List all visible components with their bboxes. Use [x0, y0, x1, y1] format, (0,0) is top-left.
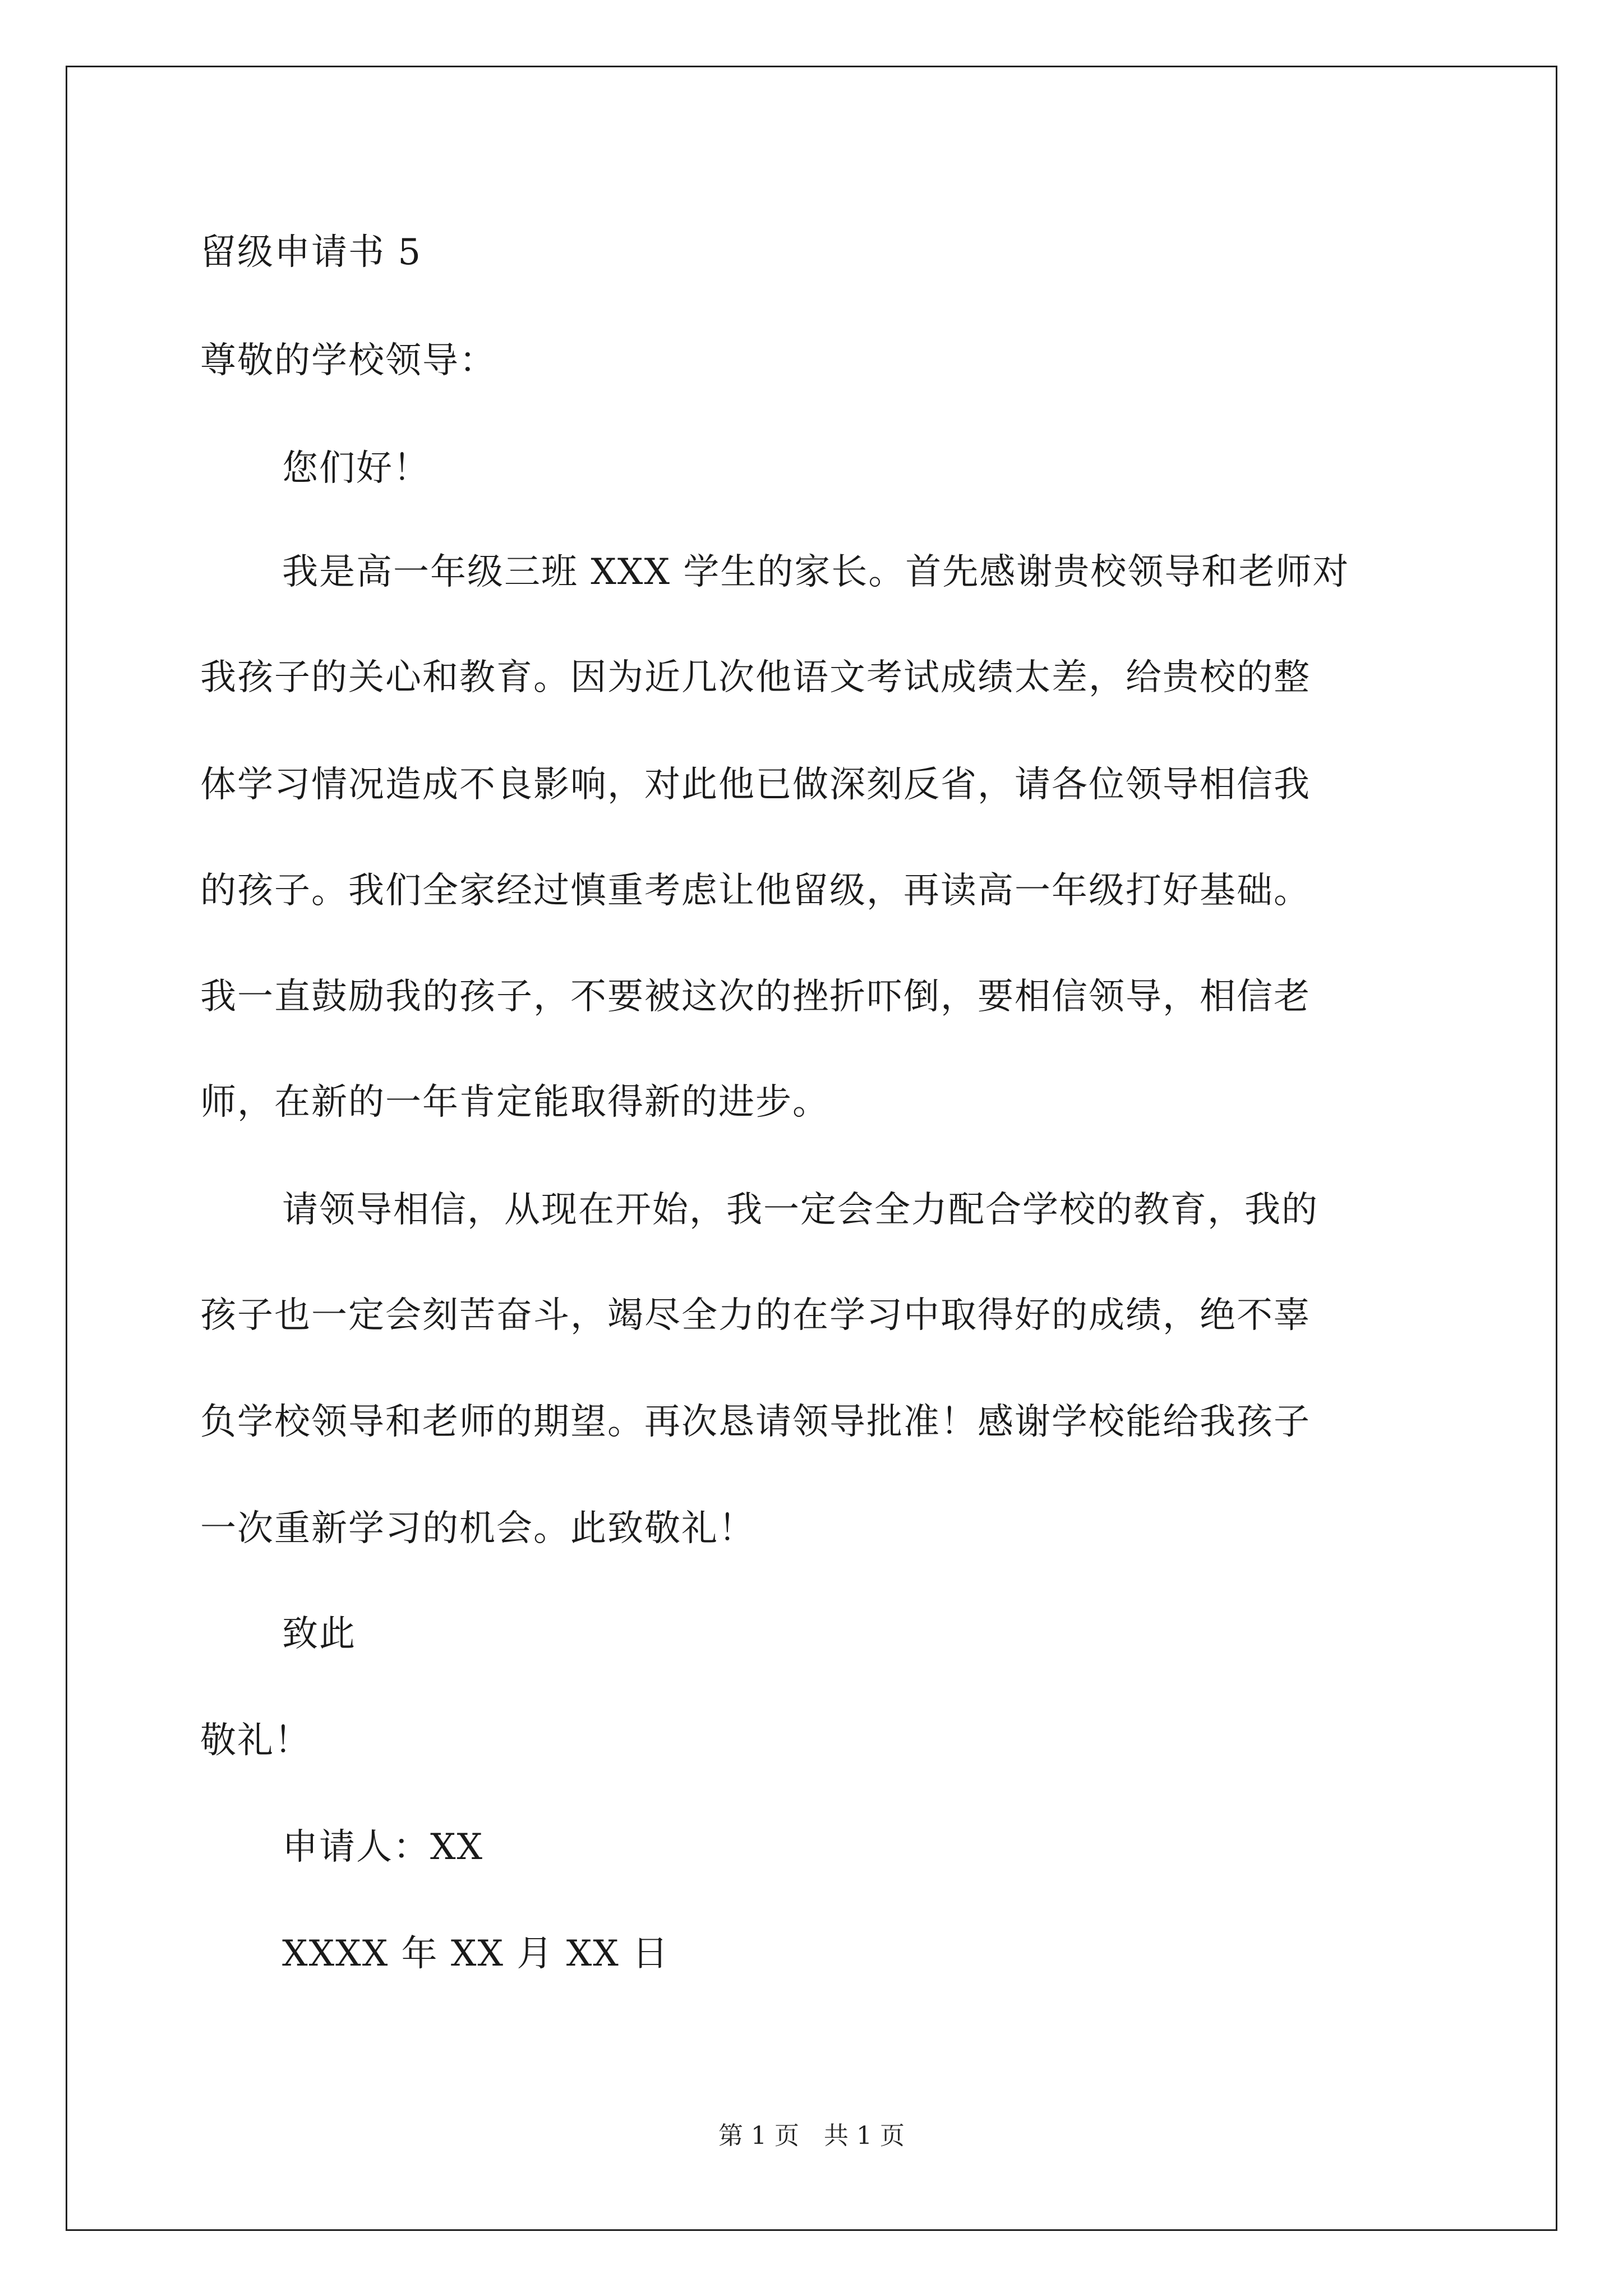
applicant: 申请人：XX: [282, 1826, 484, 1868]
page-border: [66, 66, 1557, 2231]
paragraph-line: 我是高一年级三班 XXX 学生的家长。首先感谢贵校领导和老师对: [282, 551, 1350, 593]
closing-line: 致此: [282, 1613, 356, 1655]
paragraph-line: 孩子也一定会刻苦奋斗，竭尽全力的在学习中取得好的成绩，绝不辜: [200, 1295, 1311, 1336]
salutation: 尊敬的学校领导：: [200, 340, 496, 381]
paragraph-line: 我孩子的关心和教育。因为近几次他语文考试成绩太差，给贵校的整: [200, 657, 1311, 698]
paragraph-line: 请领导相信，从现在开始，我一定会全力配合学校的教育，我的: [282, 1189, 1318, 1231]
paragraph-line: 师，在新的一年肯定能取得新的进步。: [200, 1082, 829, 1123]
date: XXXX 年 XX 月 XX 日: [282, 1933, 670, 1975]
paragraph-line: 我一直鼓励我的孩子，不要被这次的挫折吓倒，要相信领导，相信老: [200, 976, 1311, 1018]
paragraph-line: 负学校领导和老师的期望。再次恳请领导批准！感谢学校能给我孩子: [200, 1401, 1311, 1443]
paragraph-line: 一次重新学习的机会。此致敬礼！: [200, 1508, 755, 1549]
document-title: 留级申请书 5: [200, 232, 422, 273]
paragraph-line: 的孩子。我们全家经过慎重考虑让他留级，再读高一年级打好基础。: [200, 870, 1311, 912]
greeting: 您们好！: [282, 448, 430, 489]
page-footer: 第 1 页 共 1 页: [718, 2122, 905, 2150]
closing-regards: 敬礼！: [200, 1720, 311, 1761]
paragraph-line: 体学习情况造成不良影响，对此他已做深刻反省，请各位领导相信我: [200, 764, 1311, 806]
